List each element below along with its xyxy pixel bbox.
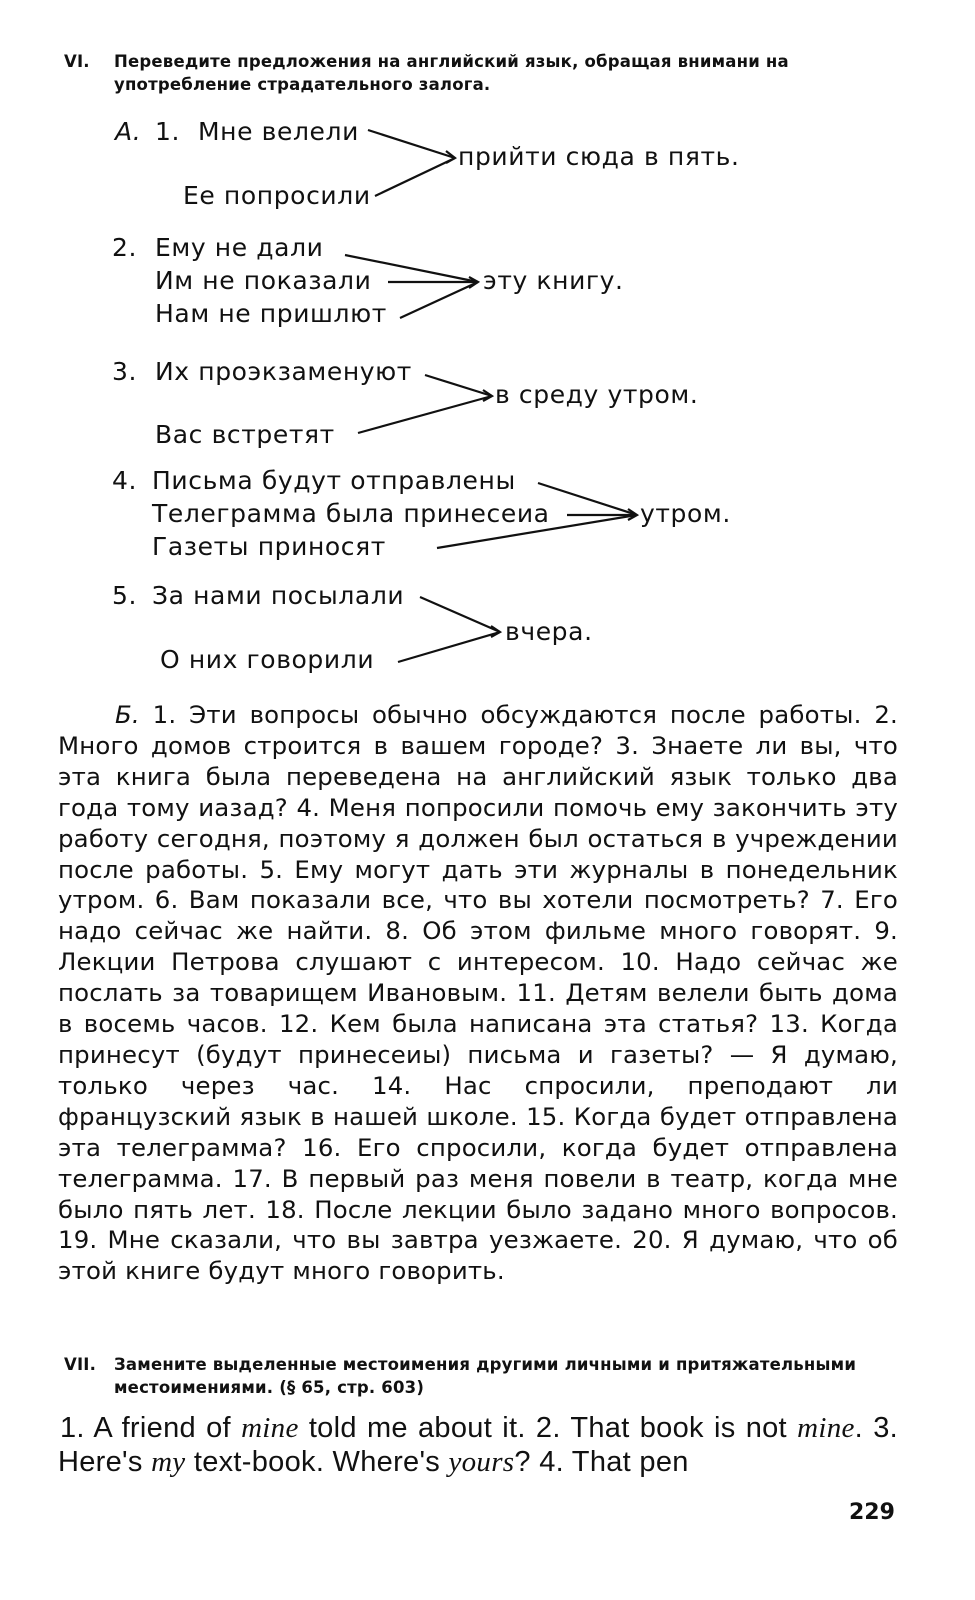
item-4-line-1: Письма будут отправлены (152, 466, 516, 495)
item-5-arrows (398, 597, 500, 662)
item-2-line-3: Нам не пришлют (155, 299, 387, 328)
section-6-instruction: Переведите предложения на английский язык, обращая внимани на употребление страдательного залога. (114, 52, 789, 94)
section-7-exercise-text (58, 1411, 898, 1479)
item-5-target: вчера. (505, 617, 593, 646)
item-4-target: утром. (640, 499, 731, 528)
item-5-connector-lower (398, 632, 500, 662)
item-1-number: 1. (155, 117, 181, 146)
item-1-line-2: Ее попросили (183, 181, 371, 210)
item-3-line-1: Их проэкзаменуют (155, 357, 412, 386)
item-2-number: 2. (112, 233, 138, 262)
item-1-connector-upper (368, 130, 455, 158)
item-2-line-1: Ему не дали (155, 233, 324, 262)
part-b-paragraph (58, 700, 898, 1287)
item-4-connector-upper (538, 483, 637, 515)
item-3-line-2: Вас встретят (155, 420, 335, 449)
section-7-text-part: told me about it. 2. That book is not (298, 1412, 798, 1444)
item-5-connector-upper (420, 597, 500, 632)
section-7-heading (64, 1353, 914, 1399)
section-7-text-part: text-book. Where's (185, 1446, 449, 1478)
item-3-number: 3. (112, 357, 138, 386)
section-6-heading (64, 50, 914, 96)
item-4-number: 4. (112, 466, 138, 495)
item-5-number: 5. (112, 581, 138, 610)
item-2-connector-lower (400, 282, 478, 318)
section-7-text-part: . 3. Here's (58, 1412, 898, 1478)
page-number: 229 (849, 1500, 895, 1525)
item-3-target: в среду утром. (495, 380, 699, 409)
section-6-number: VI. (64, 52, 90, 71)
item-5-arrowhead (491, 626, 500, 637)
section-7-instruction: Замените выделенные местоимения другими личными и притяжательными местоимениями. (§ 65, стр. 603) (114, 1355, 857, 1397)
item-1-arrows (368, 130, 455, 196)
section-7-emphasized-pronoun: my (151, 1446, 186, 1478)
item-5-line-1: За нами посылали (152, 581, 405, 610)
item-3-connector-upper (425, 375, 492, 396)
section-7-emphasized-pronoun: yours (448, 1446, 515, 1478)
item-3-connector-lower (358, 396, 492, 433)
section-7-text-part: ? 4. That pen (514, 1446, 689, 1478)
item-3-arrowhead (483, 390, 492, 401)
item-2-target: эту книгу. (483, 266, 624, 295)
part-b-label: Б. (115, 700, 140, 729)
item-4-line-3: Газеты приносят (152, 532, 386, 561)
part-b-sentences: 1. Эти вопросы обычно обсуждаются после работы. 2. Много домов строится в вашем городе? 3. Знаете ли вы, что эта книга была переведена на английский язык только два года тому иазад? 4. Меня попросили помочь ему закончить эту работу сегодня, поэтому я должен был остаться в учреждении после работы. 5. Ему могут дать эти журналы в понедельник утром. 6. Вам показали все, что вы хотели посмотреть? 7. Его надо сейчас же найти. 8. Об этом фильме много говорят. 9. Лекции Петрова слушают с интересом. 10. Надо сейчас же послать за товарищем Ивановым. 11. Детям велели быть дома в восемь часов. 12. Кем была написана эта статья? 13. Когда принесут (будут принесеиы) письма и газеты? — Я думаю, только через час. 14. Нас спросили, преподают ли французский язык в нашей школе. 15. Когда будет отправлена эта телеграмма? 16. Его спросили, когда будет отправлена телеграмма. 17. В первый раз меня повели в театр, когда мне было пять лет. 18. После лекции было задано много вопросов. 19. Мне сказали, что вы завтра уезжаете. 20. Я думаю, что об этой книге будут много говорить. (58, 700, 899, 1286)
section-7-number: VII. (64, 1355, 97, 1374)
item-1-connector-lower (375, 158, 455, 196)
section-7-text-part: 1. A friend of (60, 1412, 242, 1444)
item-2-line-2: Им не показали (155, 266, 372, 295)
item-1-arrowhead (446, 151, 455, 163)
section-7-emphasized-pronoun: mine (797, 1412, 855, 1444)
item-4-arrowhead (628, 509, 637, 520)
item-1-target: прийти сюда в пять. (458, 142, 740, 171)
item-5-line-2: О них говорили (160, 645, 375, 674)
item-1-line-1: Мне велели (198, 117, 359, 146)
section-7-emphasized-pronoun: mine (241, 1412, 299, 1444)
item-2-arrowhead (469, 277, 478, 288)
part-a-label: А. (115, 117, 142, 146)
item-4-line-2: Телеграмма была принесеиа (152, 499, 550, 528)
